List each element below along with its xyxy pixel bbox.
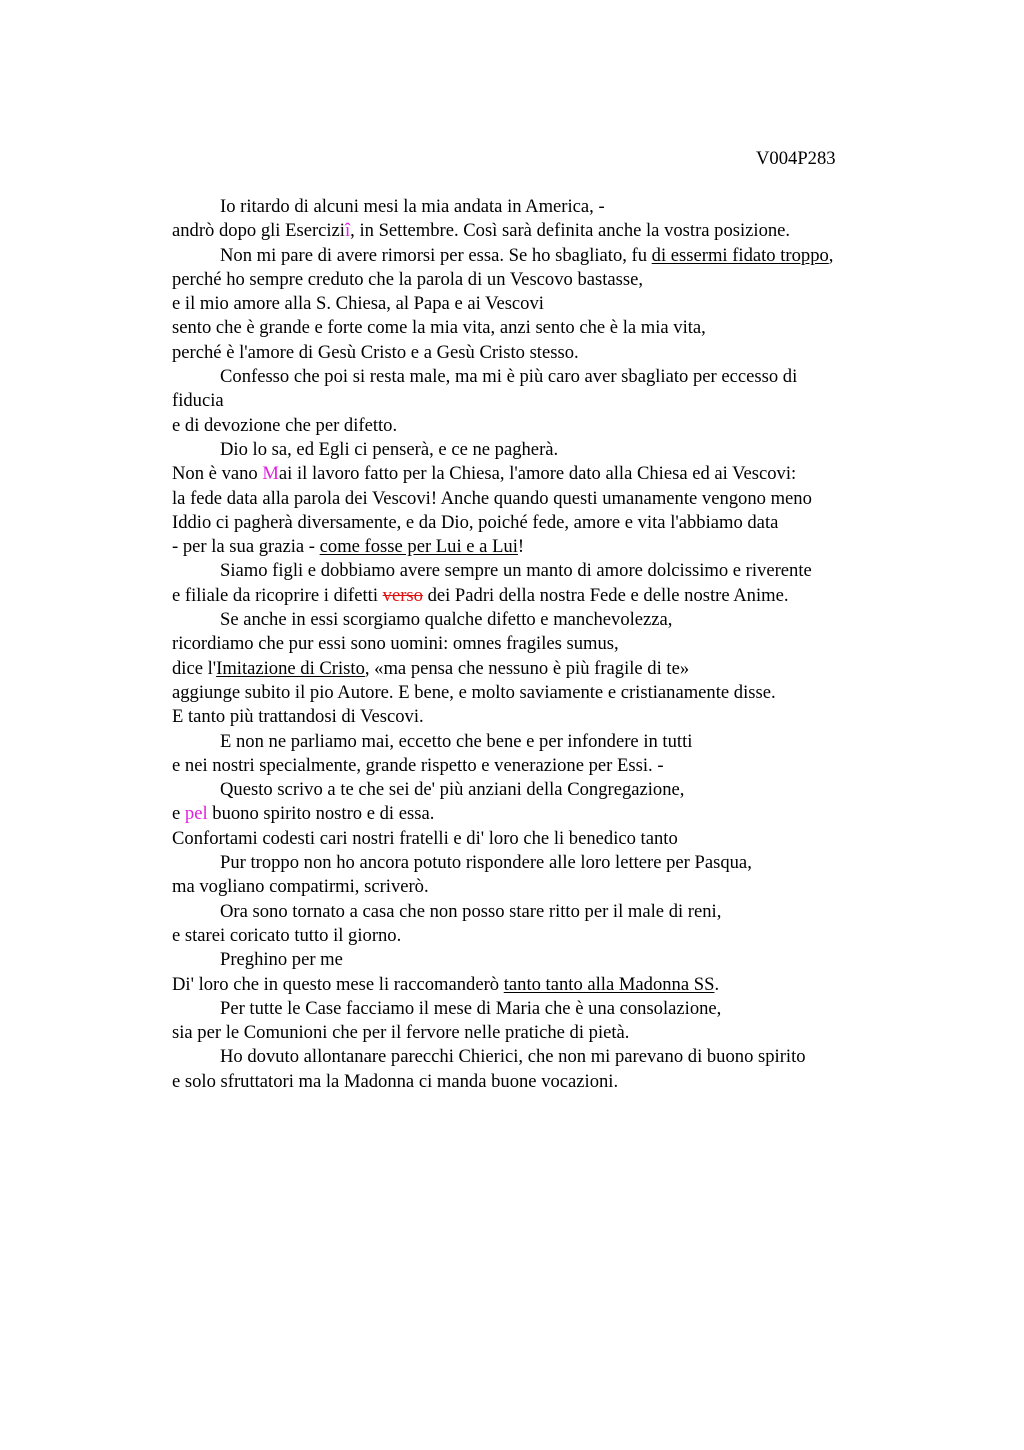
text-segment: Preghino per me [220, 949, 343, 971]
text-line [172, 851, 912, 875]
text-line [172, 292, 912, 316]
text-segment: e solo sfruttatori ma la Madonna ci manda buone vocazioni. [172, 1070, 619, 1092]
text-line [172, 973, 912, 997]
text-segment: ricordiamo che pur essi sono uomini: omnes fragiles sumus, [172, 633, 619, 655]
text-segment: Iddio ci pagherà diversamente, e da Dio, poiché fede, amore e vita l'abbiamo data [172, 511, 779, 533]
underlined-text: Imitazione di Cristo [216, 657, 365, 679]
text-segment: Pur troppo non ho ancora potuto rispondere alle loro lettere per Pasqua, [220, 852, 752, 874]
highlighted-correction: î [344, 220, 351, 242]
text-line [172, 414, 912, 438]
text-segment: e il mio amore alla S. Chiesa, al Papa e ai Vescovi [172, 293, 544, 315]
text-segment: Per tutte le Case facciamo il mese di Maria che è una consolazione, [220, 997, 722, 1019]
text-line [172, 1021, 912, 1045]
text-segment: . [714, 973, 720, 995]
text-segment: , [828, 244, 834, 266]
text-line [172, 608, 912, 632]
text-line [172, 705, 912, 729]
text-segment: sia per le Comunioni che per il fervore nelle pratiche di pietà. [172, 1022, 630, 1044]
text-segment: Non mi pare di avere rimorsi per essa. Se ho sbagliato, fu [220, 244, 652, 266]
text-line [172, 900, 912, 924]
text-line [172, 584, 912, 608]
underlined-text: come fosse per Lui e a Lui [319, 536, 518, 558]
text-line [172, 389, 912, 413]
text-line [172, 559, 912, 583]
text-line [172, 438, 912, 462]
text-line [172, 535, 912, 559]
text-line [172, 487, 912, 511]
text-segment: e starei coricato tutto il giorno. [172, 924, 402, 946]
text-segment: Io ritardo di alcuni mesi la mia andata in America, - [220, 196, 605, 217]
text-segment: Dio lo sa, ed Egli ci penserà, e ce ne pagherà. [220, 438, 559, 460]
text-line [172, 681, 912, 705]
text-segment: E non ne parliamo mai, eccetto che bene e per infondere in tutti [220, 730, 693, 752]
text-segment: ! [517, 536, 525, 558]
text-line [172, 365, 912, 389]
text-segment: la fede data alla parola dei Vescovi! Anche quando questi umanamente vengono meno [172, 487, 812, 509]
text-segment: - per la sua grazia - [172, 536, 320, 558]
text-segment: Questo scrivo a te che sei de' più anziani della Congregazione, [220, 779, 685, 801]
text-line [172, 195, 912, 219]
text-segment: , «ma pensa che nessuno è più fragile di te» [364, 657, 690, 679]
text-line [172, 802, 912, 826]
text-line [172, 268, 912, 292]
text-line [172, 632, 912, 656]
text-segment: e filiale da ricoprire i difetti [172, 584, 383, 606]
text-segment: Confesso che poi si resta male, ma mi è più caro aver sbagliato per eccesso di [220, 366, 798, 388]
underlined-text: tanto tanto alla Madonna SS [503, 973, 715, 995]
highlighted-correction: M [262, 463, 279, 485]
text-segment: Confortami codesti cari nostri fratelli e di' loro che li benedico tanto [172, 827, 678, 849]
text-line [172, 875, 912, 899]
text-segment: dice l' [172, 657, 217, 679]
text-segment: E tanto più trattandosi di Vescovi. [172, 706, 424, 728]
text-line [172, 462, 912, 486]
text-line [172, 244, 912, 268]
text-segment: , in Settembre. Così sarà definita anche la vostra posizione. [350, 220, 791, 242]
text-segment: ai il lavoro fatto per la Chiesa, l'amore dato alla Chiesa ed ai Vescovi: [278, 463, 797, 485]
text-line [172, 730, 912, 754]
text-segment: Ho dovuto allontanare parecchi Chierici, che non mi parevano di buono spirito [220, 1046, 806, 1068]
text-line [172, 316, 912, 340]
text-segment: Non è vano [172, 463, 263, 485]
text-line [172, 778, 912, 802]
text-line [172, 341, 912, 365]
text-segment: e [172, 803, 185, 825]
text-line [172, 1045, 912, 1069]
text-segment: andrò dopo gli Esercizi [172, 220, 345, 242]
underlined-text: di essermi fidato troppo [651, 244, 829, 266]
text-segment: Ora sono tornato a casa che non posso stare ritto per il male di reni, [220, 900, 722, 922]
text-segment: Di' loro che in questo mese li raccomanderò [172, 973, 504, 995]
letter-body [172, 195, 912, 1094]
text-line [172, 997, 912, 1021]
text-line [172, 754, 912, 778]
text-line [172, 924, 912, 948]
text-line [172, 511, 912, 535]
text-segment: perché ho sempre creduto che la parola di un Vescovo bastasse, [172, 268, 644, 290]
text-line [172, 1070, 912, 1094]
text-segment: Siamo figli e dobbiamo avere sempre un manto di amore dolcissimo e riverente [220, 560, 812, 582]
text-segment: perché è l'amore di Gesù Cristo e a Gesù Cristo stesso. [172, 341, 579, 363]
text-segment: e di devozione che per difetto. [172, 414, 398, 436]
text-line [172, 948, 912, 972]
text-line [172, 657, 912, 681]
struck-through-text: verso [382, 584, 423, 606]
text-segment: sento che è grande e forte come la mia vita, anzi sento che è la mia vita, [172, 317, 706, 339]
text-segment: dei Padri della nostra Fede e delle nostre Anime. [422, 584, 789, 606]
text-segment: aggiunge subito il pio Autore. E bene, e molto saviamente e cristianamente disse. [172, 681, 776, 703]
text-segment: ma vogliano compatirmi, scriverò. [172, 876, 429, 898]
page-identifier: V004P283 [756, 148, 836, 169]
text-line [172, 827, 912, 851]
highlighted-correction: pel [184, 803, 208, 825]
text-line [172, 219, 912, 243]
text-segment: fiducia [172, 390, 224, 412]
text-segment: Se anche in essi scorgiamo qualche difetto e manchevolezza, [220, 609, 673, 631]
text-segment: buono spirito nostro e di essa. [207, 803, 435, 825]
text-segment: e nei nostri specialmente, grande rispetto e venerazione per Essi. - [172, 754, 664, 776]
